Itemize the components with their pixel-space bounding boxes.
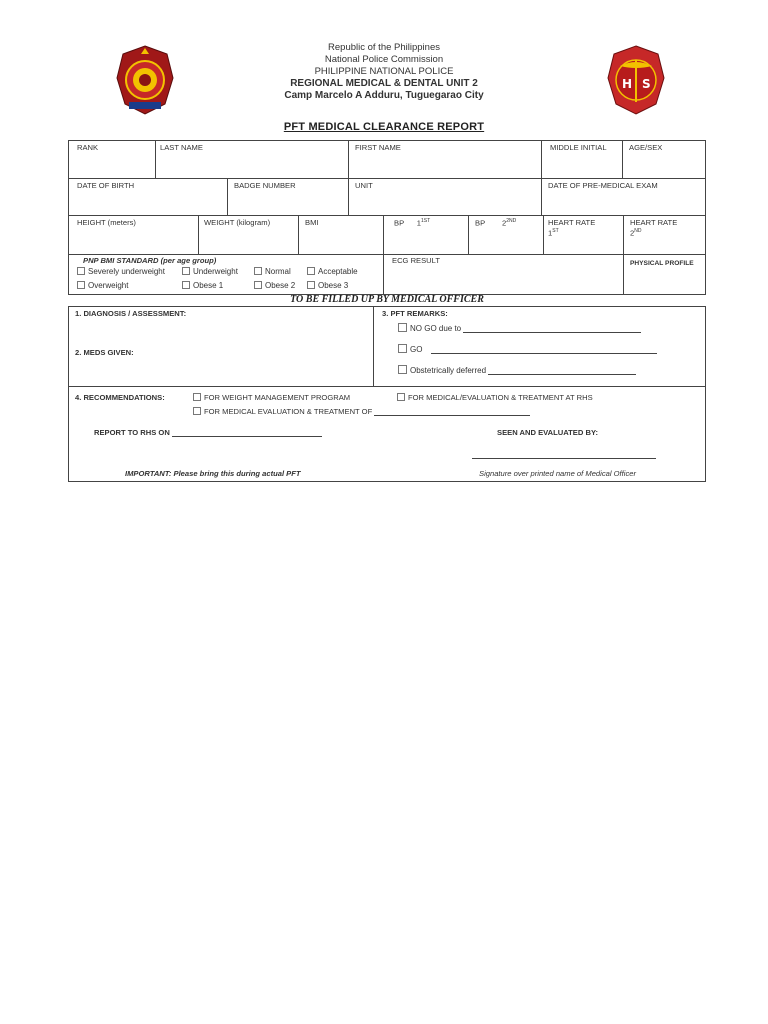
checkbox-weight-management[interactable]: [193, 393, 201, 401]
remark-obstetrically-deferred[interactable]: Obstetrically deferred: [398, 365, 636, 375]
report-to-rhs-label: REPORT TO RHS ON: [94, 428, 322, 437]
heart-rate-second-cell[interactable]: [623, 215, 706, 255]
report-date-line[interactable]: [172, 428, 322, 437]
last-name-label: LAST NAME: [160, 143, 203, 152]
bmi-cell[interactable]: [298, 215, 384, 255]
checkbox-obstetrically-deferred[interactable]: [398, 365, 407, 374]
checkbox-treatment-rhs[interactable]: [397, 393, 405, 401]
physical-profile-cell[interactable]: [623, 254, 706, 295]
recommendations-cell: [68, 386, 706, 482]
go-line[interactable]: [431, 345, 657, 354]
bmi-label: BMI: [305, 218, 319, 227]
checkbox-obese-1[interactable]: [182, 281, 190, 289]
weight-cell[interactable]: [198, 215, 299, 255]
clearance-form: [68, 140, 706, 482]
unit-label: UNIT: [355, 181, 373, 190]
checkbox-underweight[interactable]: [182, 267, 190, 275]
heart-rate-second-label: HEART RATE: [630, 218, 678, 227]
height-cell[interactable]: [68, 215, 199, 255]
important-note: IMPORTANT: Please bring this during actual PFT: [125, 469, 301, 478]
recommendation-weight-management[interactable]: FOR WEIGHT MANAGEMENT PROGRAM: [193, 393, 350, 402]
ecg-result-label: ECG RESULT: [392, 256, 440, 265]
header-line-napolcom: National Police Commission: [324, 54, 444, 65]
bmi-option-severely-underweight[interactable]: Severely underweight: [77, 267, 165, 276]
medical-officer-section-title: TO BE FILLED UP BY MEDICAL OFFICER: [290, 294, 484, 305]
pre-medical-date-label: DATE OF PRE-MEDICAL EXAM: [548, 181, 658, 190]
bmi-option-normal[interactable]: Normal: [254, 267, 291, 276]
checkbox-evaluation-of[interactable]: [193, 407, 201, 415]
rank-label: RANK: [77, 143, 99, 152]
heart-rate-first-cell[interactable]: [543, 215, 624, 255]
heart-rate-first-label: HEART RATE: [548, 218, 596, 227]
bmi-option-obese-1[interactable]: Obese 1: [182, 281, 223, 290]
age-sex-cell[interactable]: [622, 140, 706, 179]
hs-logo-text: H: [622, 77, 633, 91]
obstetrically-deferred-line[interactable]: [488, 366, 636, 375]
age-sex-label: AGE/SEX: [629, 143, 663, 152]
header-line-unit: REGIONAL MEDICAL & DENTAL UNIT 2: [290, 78, 478, 89]
middle-initial-cell[interactable]: [541, 140, 623, 179]
remark-no-go[interactable]: NO GO due to: [398, 323, 641, 333]
recommendations-label: 4. RECOMMENDATIONS:: [75, 393, 165, 402]
bp-first-cell[interactable]: [383, 215, 469, 255]
form-title: PFT MEDICAL CLEARANCE REPORT: [283, 121, 485, 133]
health-service-logo: [606, 44, 666, 116]
checkbox-go[interactable]: [398, 344, 407, 353]
seen-evaluated-label: SEEN AND EVALUATED BY:: [497, 428, 598, 437]
bmi-option-underweight[interactable]: Underweight: [182, 267, 238, 276]
checkbox-overweight[interactable]: [77, 281, 85, 289]
bmi-option-acceptable[interactable]: Acceptable: [307, 267, 358, 276]
rank-cell[interactable]: [68, 140, 156, 179]
bmi-option-overweight[interactable]: Overweight: [77, 281, 128, 290]
checkbox-severely-underweight[interactable]: [77, 267, 85, 275]
bp-first-label: BP $1^{1ST}$: [394, 218, 431, 228]
checkbox-normal[interactable]: [254, 267, 262, 275]
weight-label: WEIGHT (kilogram): [204, 218, 271, 227]
remark-go[interactable]: GO: [398, 344, 657, 354]
bp-second-cell[interactable]: [468, 215, 544, 255]
pre-medical-date-cell[interactable]: [541, 178, 706, 216]
no-go-reason-line[interactable]: [463, 324, 641, 333]
signature-caption: Signature over printed name of Medical Officer: [479, 469, 637, 478]
first-name-cell[interactable]: [348, 140, 542, 179]
middle-initial-label: MIDDLE INITIAL: [550, 143, 607, 152]
signature-line[interactable]: [472, 457, 656, 459]
header-line-republic: Republic of the Philippines: [328, 42, 440, 53]
last-name-cell[interactable]: [155, 140, 349, 179]
pft-remarks-cell: [373, 306, 706, 387]
checkbox-obese-3[interactable]: [307, 281, 315, 289]
svg-text:S: S: [642, 77, 651, 91]
checkbox-obese-2[interactable]: [254, 281, 262, 289]
recommendation-evaluation-of[interactable]: FOR MEDICAL EVALUATION & TREATMENT OF: [193, 407, 530, 416]
bmi-option-obese-2[interactable]: Obese 2: [254, 281, 295, 290]
first-name-label: FIRST NAME: [355, 143, 401, 152]
bmi-standard-cell: [68, 254, 384, 295]
physical-profile-label: PHYSICAL PROFILE: [630, 260, 694, 267]
bp-second-label: BP $2^{2ND}$: [475, 218, 517, 228]
recommendation-treatment-rhs[interactable]: FOR MEDICAL/EVALUATION & TREATMENT AT RHS: [397, 393, 593, 402]
height-label: HEIGHT (meters): [77, 218, 136, 227]
diagnosis-label: 1. DIAGNOSIS / ASSESSMENT:: [75, 309, 187, 318]
heart-rate-second-index: 2ND: [630, 228, 642, 238]
diagnosis-meds-cell[interactable]: [68, 306, 374, 387]
checkbox-no-go[interactable]: [398, 323, 407, 332]
badge-number-cell[interactable]: [227, 178, 349, 216]
header-line-pnp: PHILIPPINE NATIONAL POLICE: [314, 66, 454, 77]
unit-cell[interactable]: [348, 178, 542, 216]
bmi-standard-label: PNP BMI STANDARD (per age group): [83, 256, 217, 265]
date-of-birth-cell[interactable]: [68, 178, 228, 216]
checkbox-acceptable[interactable]: [307, 267, 315, 275]
evaluation-of-line[interactable]: [374, 407, 530, 416]
bmi-option-obese-3[interactable]: Obese 3: [307, 281, 348, 290]
heart-rate-first-index: 1ST: [548, 228, 559, 238]
badge-number-label: BADGE NUMBER: [234, 181, 296, 190]
ecg-result-cell[interactable]: [383, 254, 624, 295]
pft-remarks-label: 3. PFT REMARKS:: [382, 309, 448, 318]
header-line-address: Camp Marcelo A Adduru, Tuguegarao City: [284, 90, 484, 101]
meds-given-label: 2. MEDS GIVEN:: [75, 348, 134, 357]
date-of-birth-label: DATE OF BIRTH: [77, 181, 135, 190]
